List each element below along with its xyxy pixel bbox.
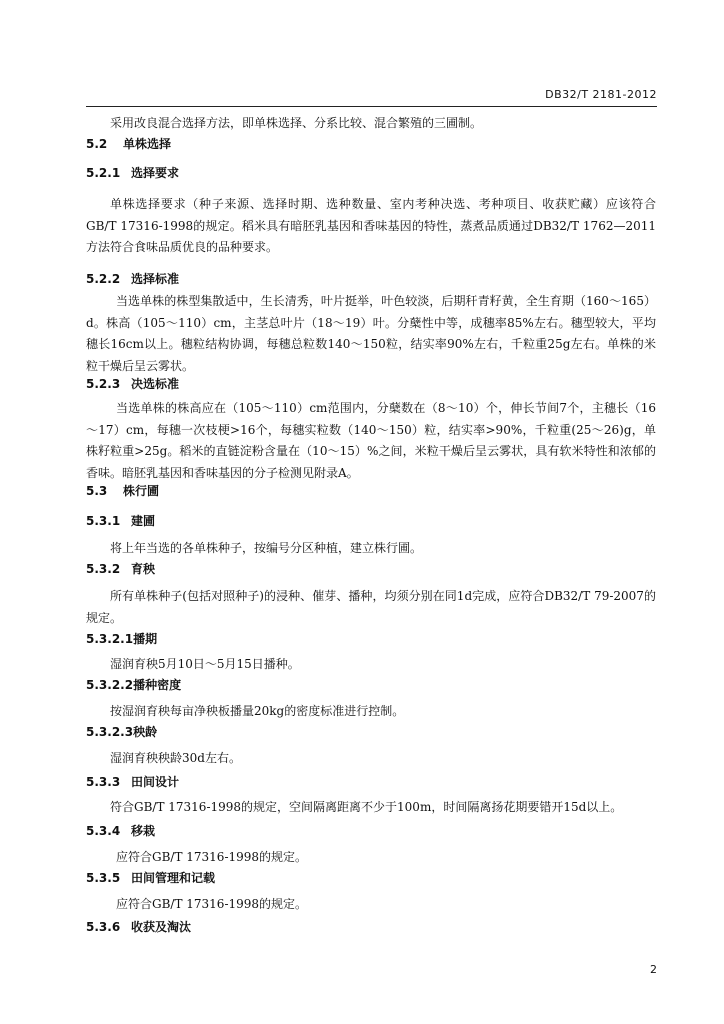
- heading-5-3-5: [86, 869, 215, 886]
- heading-5-2-1: [86, 164, 179, 181]
- para-build-nursery: 将上年当选的各单株种子，按编号分区种植，建立株行圃。: [110, 541, 423, 555]
- heading-number: 5.3.5: [86, 871, 121, 885]
- heading-number: 5.3.2.2: [86, 678, 134, 692]
- heading-title: 选择要求: [131, 166, 180, 180]
- heading-title: 选择标准: [131, 272, 180, 286]
- heading-number: 5.3: [86, 484, 108, 498]
- para-field-management: 应符合GB/T 17316-1998的规定。: [116, 897, 308, 911]
- heading-number: 5.3.1: [86, 514, 121, 528]
- para-transplanting: 应符合GB/T 17316-1998的规定。: [116, 850, 308, 864]
- heading-5-3-6: [86, 918, 191, 935]
- heading-title: 播种密度: [133, 678, 182, 692]
- heading-number: 5.3.6: [86, 920, 121, 934]
- heading-5-3-2-2: [86, 676, 181, 693]
- heading-title: 播期: [133, 632, 158, 646]
- para-field-design: 符合GB/T 17316-1998的规定，空间隔离距离不少于100m，时间隔离扬花期要错开15d以上。: [110, 800, 623, 814]
- heading-number: 5.3.2.3: [86, 725, 134, 739]
- heading-5-3-2-1: [86, 630, 157, 647]
- heading-number: 5.3.2.1: [86, 632, 134, 646]
- heading-5-3-2-3: [86, 723, 157, 740]
- heading-5-2-3: [86, 375, 179, 392]
- doc-number-header: DB32/T 2181-2012: [545, 88, 657, 101]
- heading-number: 5.2.2: [86, 272, 121, 286]
- heading-title: 育秧: [131, 562, 156, 576]
- heading-title: 建圃: [131, 514, 156, 528]
- para-selection-method: 采用改良混合选择方法，即单株选择、分系比较、混合繁殖的三圃制。: [110, 116, 483, 130]
- heading-title: 单株选择: [123, 137, 172, 151]
- para-selection-standards: 当选单株的株型集散适中，生长清秀，叶片挺举，叶色较淡，后期秆青籽黄，全生育期（160～165）d。株高（105～110）cm，主茎总叶片（18～19）叶。分蘖性中等，成穗率85%左右。穗型较大，平均穗长16cm以上。穗粒结构协调，每穗总粒数140～150粒，结实率90%左右，千粒重25g左右。单株的米粒干燥后呈云雾状。: [86, 294, 656, 373]
- heading-title: 田间设计: [131, 775, 180, 789]
- para-seedling-age: 湿润育秧秧龄30d左右。: [110, 751, 241, 765]
- heading-title: 移栽: [131, 824, 156, 838]
- para-final-selection: 当选单株的株高应在（105～110）cm范围内，分蘖数在（8～10）个，伸长节间7个，主穗长（16～17）cm，每穗一次枝梗>16个，每穗实粒数（140～150）粒，结实率>90%，千粒重(25～26)g，单株籽粒重>25g。稻米的直链淀粉含量在（10～15）%之间，米粒干燥后呈云雾状，具有软米特性和浓郁的香味。暗胚乳基因和香味基因的分子检测见附录A。: [86, 401, 656, 480]
- heading-number: 5.2.1: [86, 166, 121, 180]
- heading-number: 5.2.3: [86, 377, 121, 391]
- page-number: 2: [650, 963, 657, 976]
- heading-title: 田间管理和记载: [131, 871, 216, 885]
- para-sowing-date: 湿润育秧5月10日～5月15日播种。: [110, 657, 300, 671]
- heading-number: 5.3.4: [86, 824, 121, 838]
- heading-5-3-1: [86, 512, 155, 529]
- heading-5-3-4: [86, 822, 155, 839]
- heading-5-2-2: [86, 270, 179, 287]
- para-selection-requirements: 单株选择要求（种子来源、选择时期、选种数量、室内考种决选、考种项目、收获贮藏）应该符合GB/T 17316-1998的规定。稻米具有暗胚乳基因和香味基因的特性，蒸煮品质通过DB32/T 1762—2011方法符合食味品质优良的品种要求。: [86, 197, 656, 254]
- para-seedling-raising: 所有单株种子(包括对照种子)的浸种、催芽、播种，均须分别在同1d完成，应符合DB32/T 79-2007的规定。: [86, 589, 656, 625]
- heading-number: 5.2: [86, 137, 108, 151]
- heading-number: 5.3.3: [86, 775, 121, 789]
- header-rule: [86, 106, 657, 107]
- heading-title: 决选标准: [131, 377, 180, 391]
- heading-5-2: [86, 135, 171, 152]
- heading-title: 株行圃: [123, 484, 160, 498]
- heading-title: 秧龄: [133, 725, 158, 739]
- heading-number: 5.3.2: [86, 562, 121, 576]
- heading-title: 收获及淘汰: [131, 920, 192, 934]
- heading-5-3: [86, 482, 159, 499]
- para-sowing-density: 按湿润育秧每亩净秧板播量20kg的密度标准进行控制。: [110, 704, 405, 718]
- heading-5-3-3: [86, 773, 179, 790]
- heading-5-3-2: [86, 560, 155, 577]
